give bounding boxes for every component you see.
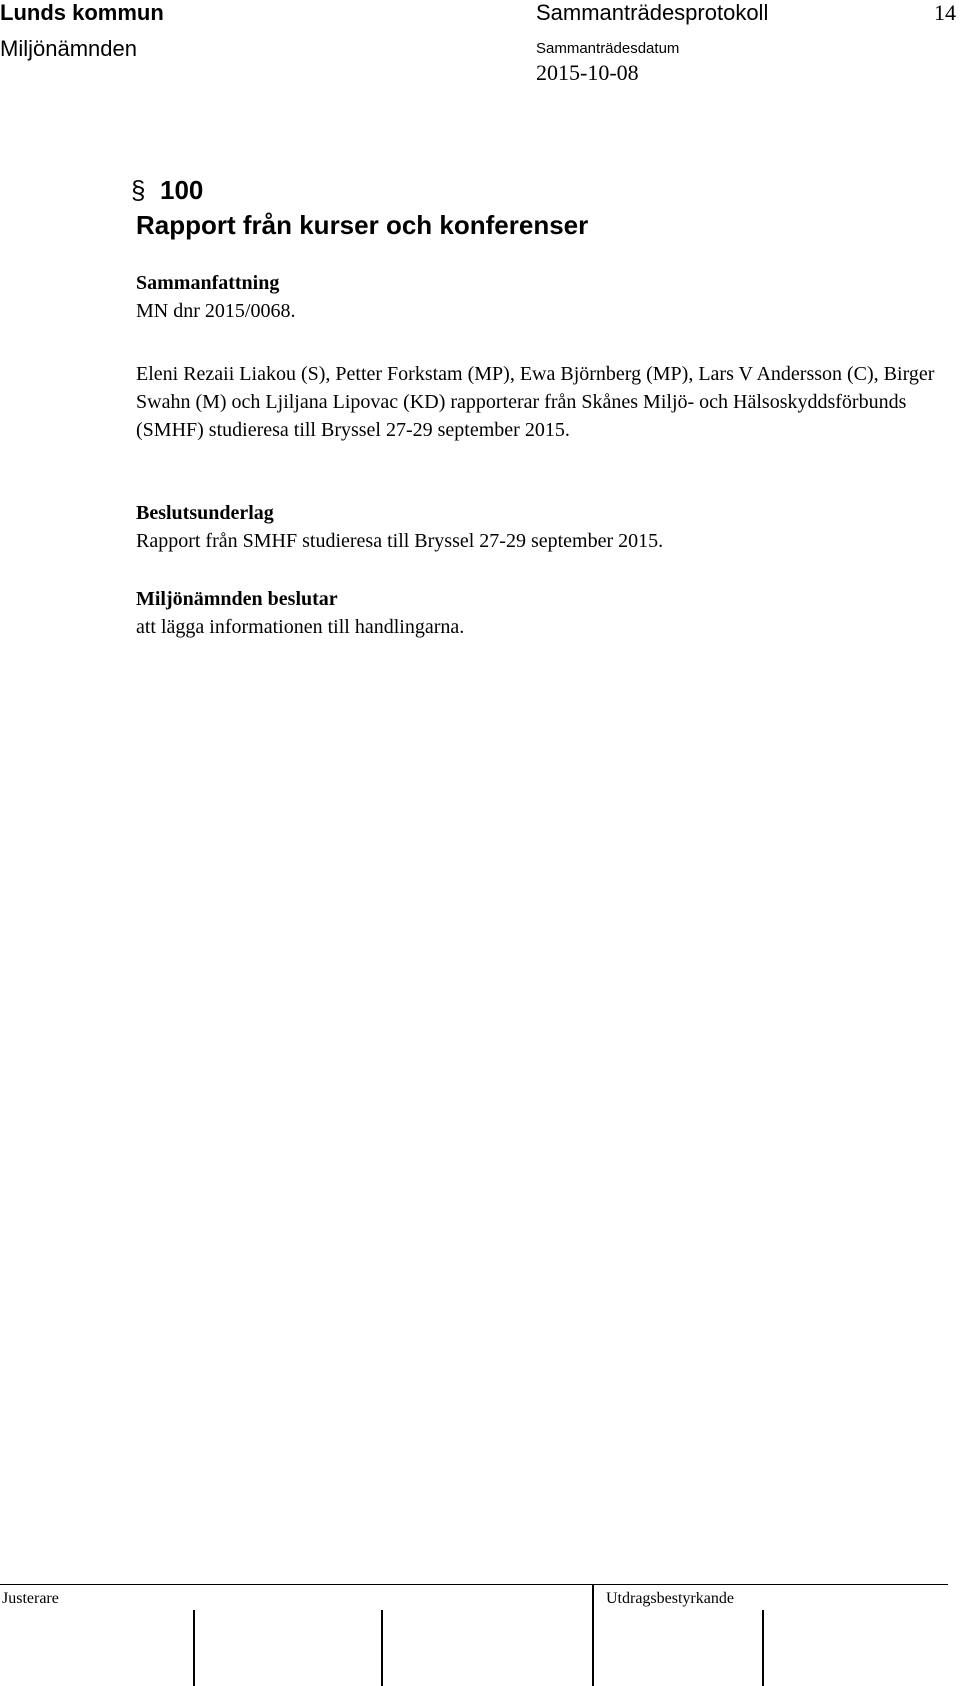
committee-name: Miljönämnden — [0, 36, 137, 61]
document-type: Sammanträdesprotokoll — [536, 0, 769, 25]
summary-paragraph: Eleni Rezaii Liakou (S), Petter Forkstam (MP), Ewa Björnberg (MP), Lars V Andersson (C), Birger Swahn (M) och Ljiljana Lipovac (KD) rapporterar från Skånes Miljö- och Hälsoskyddsförbunds (SMHF) studieresa till Bryssel 27-29 september 2015. — [136, 363, 935, 441]
decision-text: att lägga informationen till handlingarna. — [136, 616, 465, 638]
decision-basis-text: Rapport från SMHF studieresa till Bryssel 27-29 september 2015. — [136, 530, 664, 552]
footer-divider — [0, 1584, 948, 1585]
footer-column-divider — [592, 1584, 594, 1686]
organization-name: Lunds kommun — [0, 0, 164, 25]
section-number: 100 — [160, 175, 204, 205]
page-number: 14 — [934, 0, 956, 25]
section-title: Rapport från kurser och konferenser — [136, 210, 589, 240]
case-number: MN dnr 2015/0068. — [136, 300, 296, 322]
decision-basis-heading: Beslutsunderlag — [136, 502, 274, 524]
meeting-date-label: Sammanträdesdatum — [536, 40, 680, 57]
signature-box-divider — [381, 1610, 383, 1686]
summary-heading: Sammanfattning — [136, 272, 280, 294]
extract-certification-label: Utdragsbestyrkande — [606, 1590, 734, 1607]
section-mark: § — [131, 175, 146, 205]
signature-box-divider — [193, 1610, 195, 1686]
adjuster-label: Justerare — [2, 1590, 59, 1607]
decision-heading: Miljönämnden beslutar — [136, 588, 338, 610]
meeting-date-value: 2015-10-08 — [536, 60, 639, 85]
signature-box-divider — [762, 1610, 764, 1686]
